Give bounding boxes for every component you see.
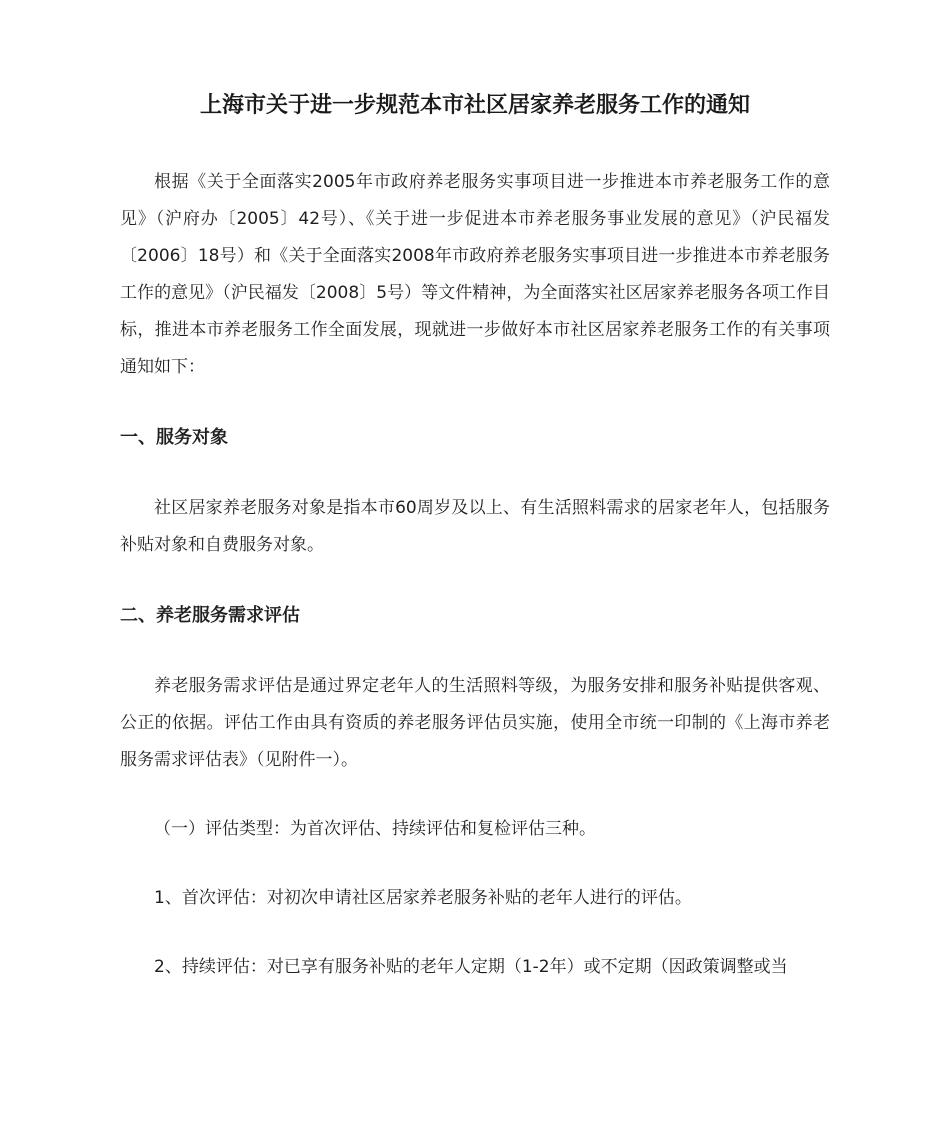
intro-paragraph: 根据《关于全面落实2005年市政府养老服务实事项目进一步推进本市养老服务工作的意见》（沪府办〔2005〕42号）、《关于进一步促进本市养老服务事业发展的意见》（沪民福发〔2006〕18号）和《关于全面落实2008年市政府养老服务实事项目进一步推进本市养老服务工作的意见》（沪民福发〔2008〕5号）等文件精神，为全面落实社区居家养老服务各项工作目标，推进本市养老服务工作全面发展，现就进一步做好本市社区居家养老服务工作的有关事项通知如下： (120, 172, 830, 377)
initial-assessment-item: 1、首次评估：对初次申请社区居家养老服务补贴的老年人进行的评估。 (154, 888, 692, 908)
document-title: 上海市关于进一步规范本市社区居家养老服务工作的通知 (199, 93, 750, 118)
section-heading-needs-assessment: 二、养老服务需求评估 (120, 605, 300, 626)
needs-assessment-paragraph: 养老服务需求评估是通过界定老年人的生活照料等级，为服务安排和服务补贴提供客观、公正的依据。评估工作由具有资质的养老服务评估员实施，使用全市统一印制的《上海市养老服务需求评估表》（见附件一）。 (120, 676, 830, 770)
service-targets-paragraph: 社区居家养老服务对象是指本市60周岁及以上、有生活照料需求的居家老年人，包括服务补贴对象和自费服务对象。 (120, 498, 830, 555)
section-heading-service-targets: 一、服务对象 (120, 427, 228, 448)
assessment-types-item: （一）评估类型：为首次评估、持续评估和复检评估三种。 (154, 819, 596, 839)
continuous-assessment-item: 2、持续评估：对已享有服务补贴的老年人定期（1-2年）或不定期（因政策调整或当 (154, 957, 788, 977)
